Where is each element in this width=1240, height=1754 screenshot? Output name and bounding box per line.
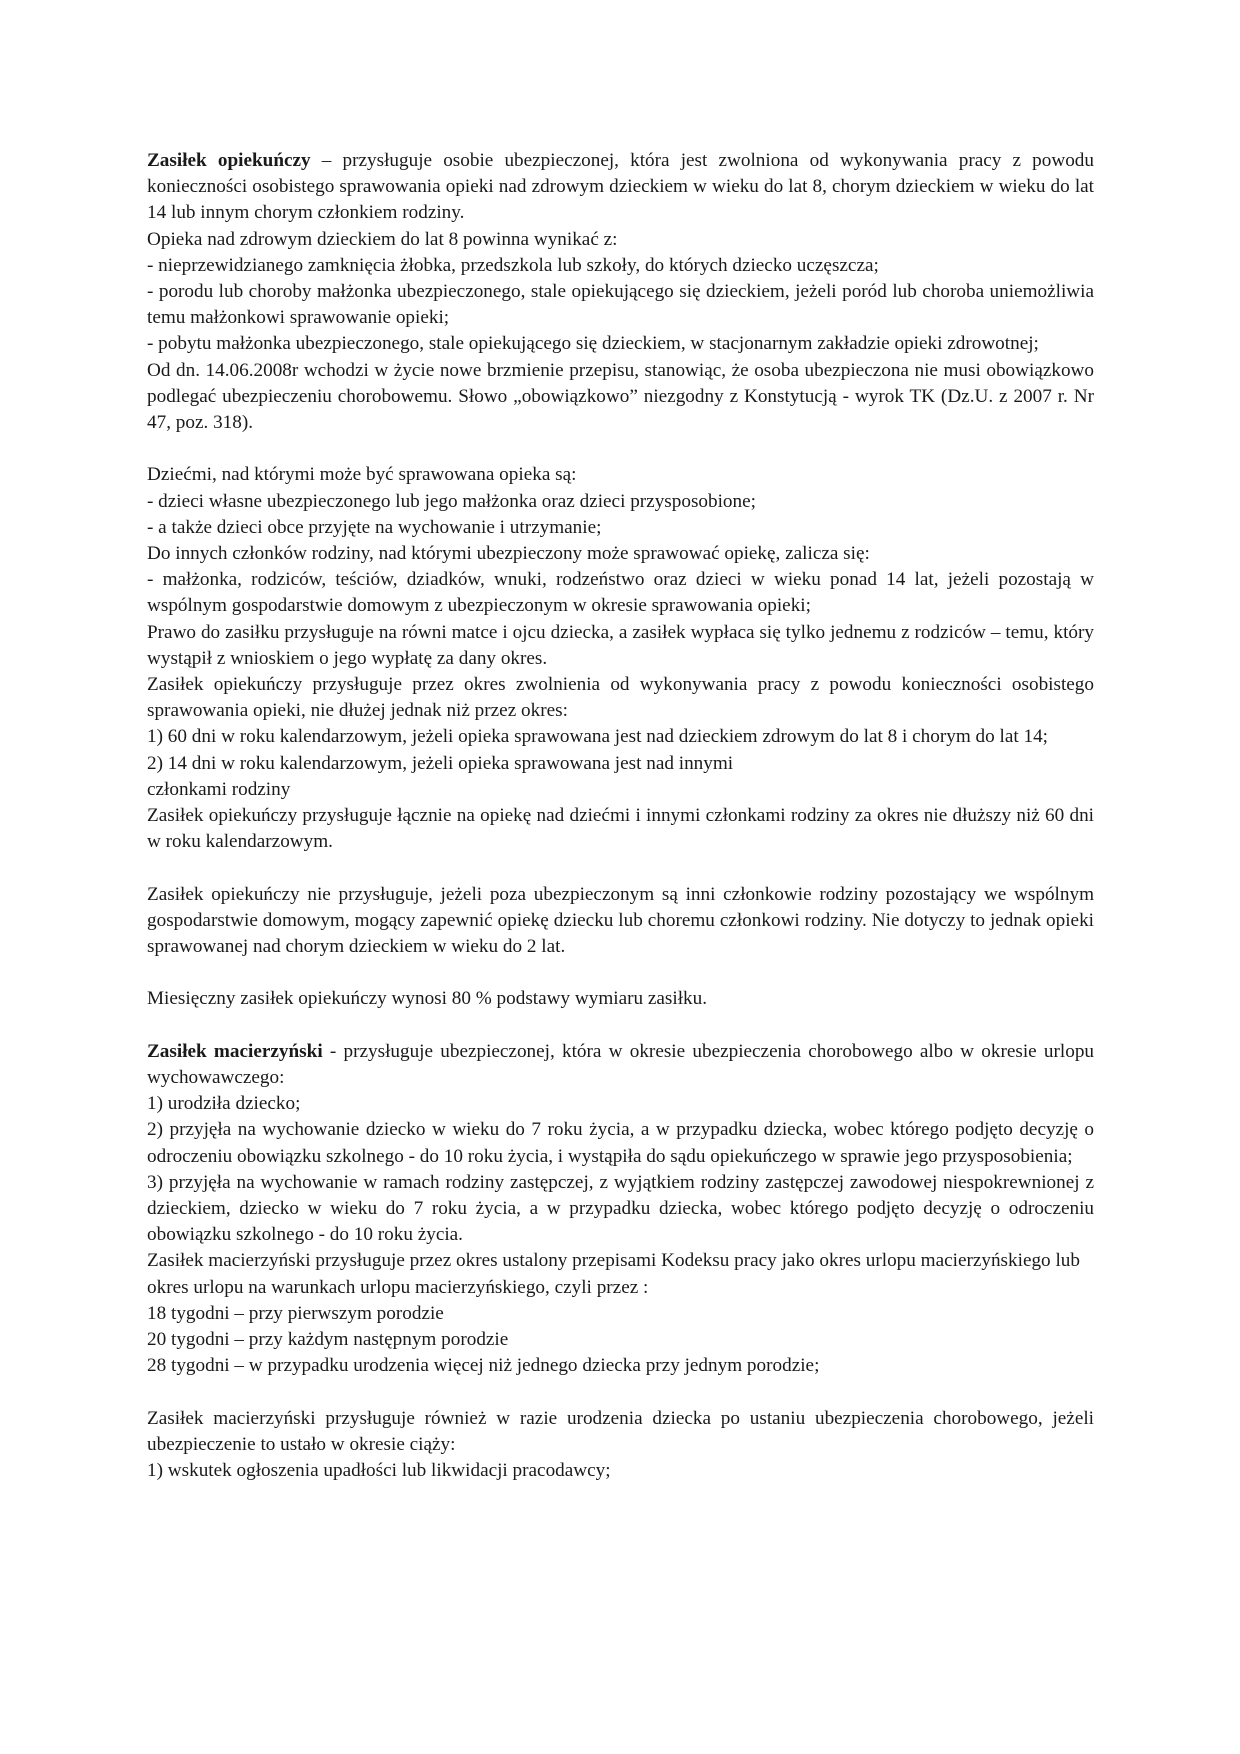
caring-allowance-definition: – przysługuje osobie ubezpieczonej, która jest zwolniona od wykonywania pracy z powodu konieczności osobistego sprawowania opieki nad zdrowym dzieckiem w wieku do lat 8, chorym dzieckiem w wieku do lat 14 lub innym chorym członkiem rodziny. — [147, 150, 1094, 224]
children-heading: Dziećmi, nad którymi może być sprawowana opieka są: — [147, 464, 577, 486]
care-item: - pobytu małżonka ubezpieczonego, stale opiekującego się dzieckiem, w stacjonarnym zakładzie opieki zdrowotnej; — [147, 333, 1039, 355]
spacer — [147, 1013, 1094, 1039]
total-period-paragraph: Zasiłek opiekuńczy przysługuje łącznie na opiekę nad dziećmi i innymi członkami rodziny za okres nie dłuższy niż 60 dni w roku kalendarzowym. — [147, 805, 1094, 853]
children-item: - dzieci własne ubezpieczonego lub jego małżonka oraz dzieci przysposobione; — [147, 490, 756, 512]
care-item: - porodu lub choroby małżonka ubezpieczonego, stale opiekującego się dzieckiem, jeżeli poród lub choroba uniemożliwia temu małżonkowi sprawowanie opieki; — [147, 281, 1094, 329]
maternity-item: 1) urodziła dziecko; — [147, 1093, 301, 1115]
exclusion-paragraph: Zasiłek opiekuńczy nie przysługuje, jeżeli poza ubezpieczonym są inni członkowie rodziny pozostający we wspólnym gospodarstwie domowym, mogący zapewnić opiekę dziecku lub choremu członkowi rodziny. Nie dotyczy to jednak opieki sprawowanej nad chorym dzieckiem w wieku do 2 lat. — [147, 883, 1094, 958]
document-page — [147, 148, 1094, 1484]
caring-allowance-term: Zasiłek opiekuńczy — [147, 150, 311, 171]
amount-paragraph: Miesięczny zasiłek opiekuńczy wynosi 80 % podstawy wymiaru zasiłku. — [147, 988, 708, 1010]
period-item: 2) 14 dni w roku kalendarzowym, jeżeli opieka sprawowana jest nad innymi — [147, 752, 734, 774]
maternity-item: 2) przyjęła na wychowanie dziecko w wieku do 7 roku życia, a w przypadku dziecka, wobec którego podjęto decyzję o odroczeniu obowiązku szkolnego - do 10 roku życia, i wystąpiła do sądu opiekuńczego w sprawie jego przysposobienia; — [147, 1119, 1094, 1167]
period-paragraph: Zasiłek opiekuńczy przysługuje przez okres zwolnienia od wykonywania pracy z powodu konieczności osobistego sprawowania opieki, nie dłużej jednak niż przez okres: — [147, 674, 1094, 722]
law-change-paragraph: Od dn. 14.06.2008r wchodzi w życie nowe brzmienie przepisu, stanowiąc, że osoba ubezpieczona nie musi obowiązkowo podlegać ubezpieczeniu chorobowemu. Słowo „obowiązkowo” niezgodny z Konstytucją - wyrok TK (Dz.U. z 2007 r. Nr 47, poz. 318). — [147, 359, 1094, 434]
period-item-continuation: członkami rodziny — [147, 778, 291, 800]
duration-item: 18 tygodni – przy pierwszym porodzie — [147, 1302, 444, 1324]
care-heading: Opieka nad zdrowym dzieckiem do lat 8 powinna wynikać z: — [147, 228, 618, 250]
maternity-item: 3) przyjęła na wychowanie w ramach rodziny zastępczej, z wyjątkiem rodziny zastępczej zawodowej niespokrewnionej z dzieckiem, dziecko w wieku do 7 roku życia, a w przypadku dziecka, wobec którego podjęto decyzję o odroczeniu obowiązku szkolnego - do 10 roku życia. — [147, 1171, 1094, 1246]
caring-allowance-intro — [147, 148, 1094, 227]
children-item: - a także dzieci obce przyjęte na wychowanie i utrzymanie; — [147, 516, 602, 538]
maternity-allowance-term: Zasiłek macierzyński — [147, 1040, 323, 1062]
family-item: - małżonka, rodziców, teściów, dziadków, wnuki, rodzeństwo oraz dzieci w wieku ponad 14 lat, jeżeli pozostają w wspólnym gospodarstwie domowym z ubezpieczonym w okresie sprawowania opieki; — [147, 569, 1094, 617]
after-insurance-paragraph: Zasiłek macierzyński przysługuje również w razie urodzenia dziecka po ustaniu ubezpieczenia chorobowego, jeżeli ubezpieczenie to ustało w okresie ciąży: — [147, 1407, 1094, 1455]
period-item: 1) 60 dni w roku kalendarzowym, jeżeli opieka sprawowana jest nad dzieckiem zdrowym do lat 8 i chorym do lat 14; — [147, 726, 1049, 748]
spacer — [147, 1379, 1094, 1405]
after-insurance-item: 1) wskutek ogłoszenia upadłości lub likwidacji pracodawcy; — [147, 1460, 611, 1482]
duration-item: 20 tygodni – przy każdym następnym porodzie — [147, 1329, 509, 1351]
family-heading: Do innych członków rodziny, nad którymi ubezpieczony może sprawować opiekę, zalicza się: — [147, 543, 870, 565]
care-item: - nieprzewidzianego zamknięcia żłobka, przedszkola lub szkoły, do których dziecko uczęszcza; — [147, 254, 879, 276]
spacer — [147, 855, 1094, 881]
duration-item: 28 tygodni – w przypadku urodzenia więcej niż jednego dziecka przy jednym porodzie; — [147, 1355, 820, 1377]
maternity-allowance-intro — [147, 1039, 1094, 1091]
spacer — [147, 436, 1094, 462]
spacer — [147, 960, 1094, 986]
maternity-duration-paragraph: Zasiłek macierzyński przysługuje przez okres ustalony przepisami Kodeksu pracy jako okres urlopu macierzyńskiego lub okres urlopu na warunkach urlopu macierzyńskiego, czyli przez : — [147, 1250, 1080, 1298]
right-paragraph: Prawo do zasiłku przysługuje na równi matce i ojcu dziecka, a zasiłek wypłaca się tylko jednemu z rodziców – temu, który wystąpił z wnioskiem o jego wypłatę za dany okres. — [147, 621, 1094, 669]
maternity-allowance-definition: - przysługuje ubezpieczonej, która w okresie ubezpieczenia chorobowego albo w okresie urlopu wychowawczego: — [147, 1040, 1095, 1089]
